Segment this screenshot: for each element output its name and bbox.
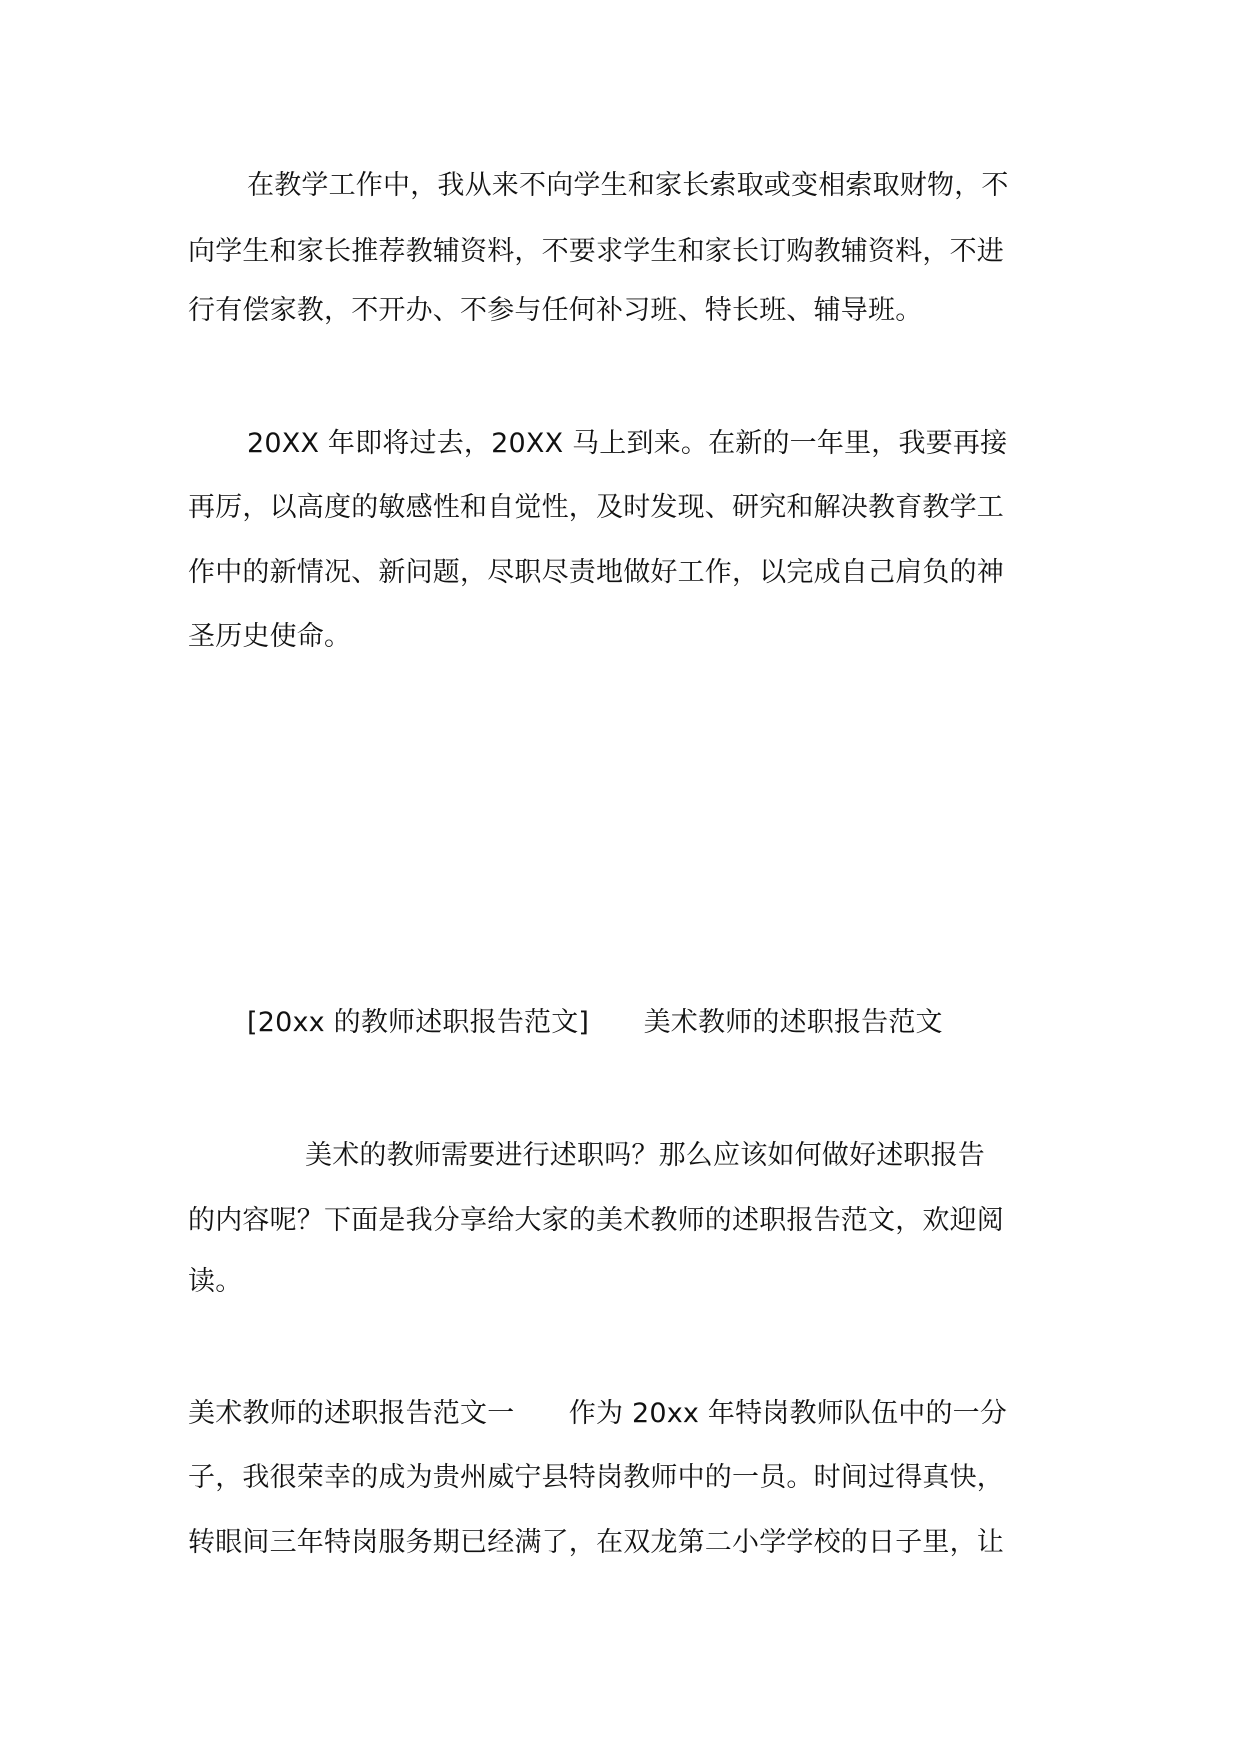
paragraph-2-line-2: 再厉，以高度的敏感性和自觉性，及时发现、研究和解决教育教学工	[188, 492, 1004, 523]
paragraph-3-line-1: 美术的教师需要进行述职吗？那么应该如何做好述职报告	[305, 1140, 985, 1171]
paragraph-3-line-2: 的内容呢？下面是我分享给大家的美术教师的述职报告范文，欢迎阅	[188, 1205, 1004, 1236]
paragraph-1-line-1: 在教学工作中，我从来不向学生和家长索取或变相索取财物，不	[247, 170, 1009, 201]
paragraph-4-line-2: 子，我很荣幸的成为贵州威宁县特岗教师中的一员。时间过得真快，	[188, 1462, 1004, 1493]
paragraph-4-line-3: 转眼间三年特岗服务期已经满了，在双龙第二小学学校的日子里，让	[188, 1527, 1004, 1558]
paragraph-1-line-2: 向学生和家长推荐教辅资料，不要求学生和家长订购教辅资料，不进	[188, 236, 1004, 267]
paragraph-4-line-1: 美术教师的述职报告范文一 作为 20xx 年特岗教师队伍中的一分	[188, 1398, 1008, 1429]
paragraph-2-line-1: 20XX 年即将过去，20XX 马上到来。在新的一年里，我要再接	[247, 428, 1008, 459]
paragraph-1-line-3: 行有偿家教，不开办、不参与任何补习班、特长班、辅导班。	[188, 295, 923, 326]
paragraph-2-line-4: 圣历史使命。	[188, 621, 352, 652]
paragraph-2-line-3: 作中的新情况、新问题，尽职尽责地做好工作，以完成自己肩负的神	[188, 557, 1004, 588]
paragraph-3-line-3: 读。	[188, 1266, 243, 1297]
report-title-line: [20xx 的教师述职报告范文] 美术教师的述职报告范文	[247, 1007, 943, 1038]
